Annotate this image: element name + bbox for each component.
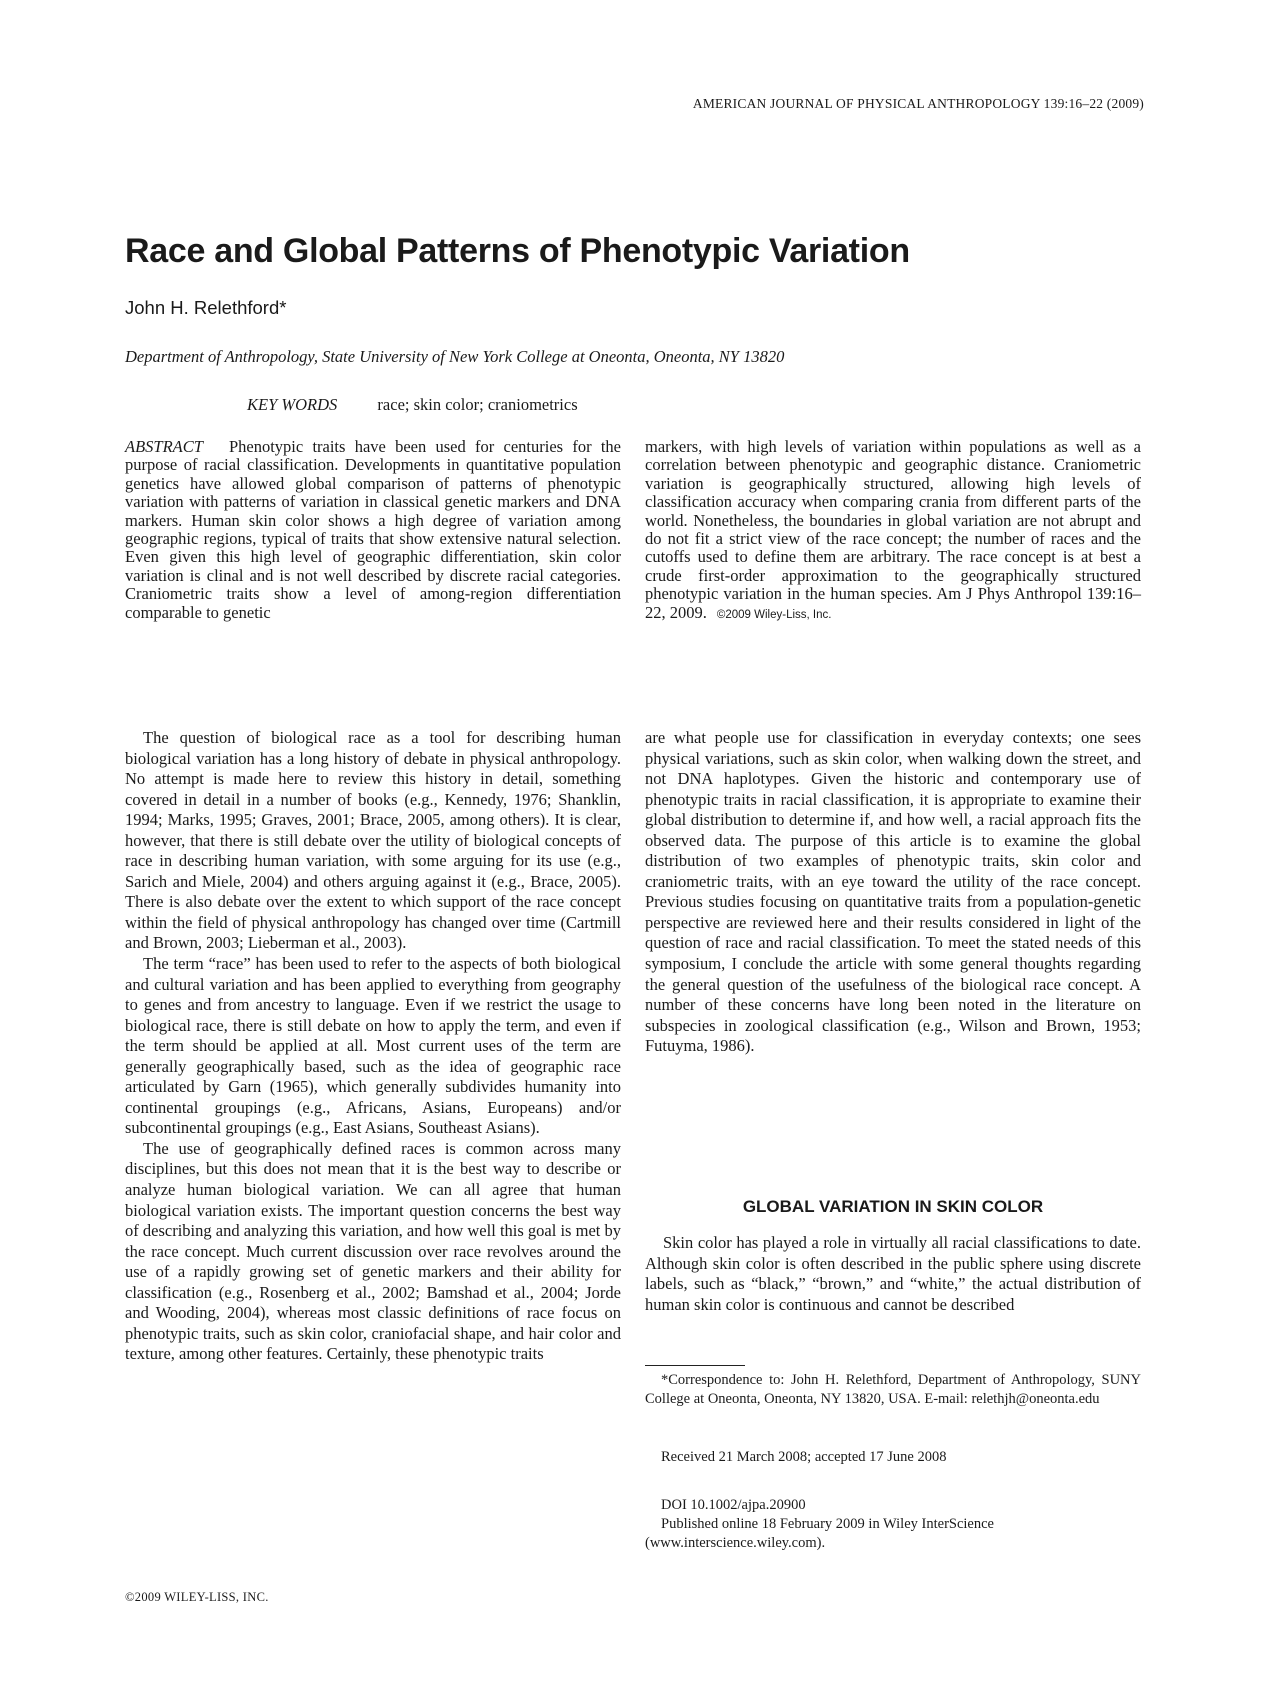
keywords-text: race; skin color; craniometrics (377, 395, 578, 414)
correspondence-footnote (645, 1371, 1141, 1409)
author-affiliation: Department of Anthropology, State University of New York College at Oneonta, Oneonta, NY 13820 (125, 347, 785, 366)
received-note: Received 21 March 2008; accepted 17 June 2008 (661, 1449, 947, 1465)
keywords-line (247, 395, 578, 415)
abstract-copyright: ©2009 Wiley-Liss, Inc. (716, 608, 832, 621)
journal-header: AMERICAN JOURNAL OF PHYSICAL ANTHROPOLOGY 139:16–22 (2009) (692, 96, 1144, 111)
published-text: Published online 18 February 2009 in Wiley InterScience (www.interscience.wiley.com). (645, 1516, 994, 1551)
abstract-right-text: markers, with high levels of variation within populations as well as a correlation between phenotypic and geographic distance. Craniometric variation is geographically structured, allowing high levels of classification accuracy when comparing crania from different parts of the world. Nonetheless, the boundaries in global variation are not abrupt and do not fit a strict view of the race concept; the number of races and the cutoffs used to define them are arbitrary. The race concept is at best a crude first-order approximation to the geographically structured phenotypic variation in the human species. Am J Phys Anthropol 139:16–22, 2009. (645, 437, 1141, 622)
abstract-right-column (645, 438, 1141, 624)
abstract-left-column (125, 438, 621, 622)
abstract-paragraph-left (125, 438, 621, 622)
abstract-left-text: Phenotypic traits have been used for centuries for the purpose of racial classification. Developments in quantitative population genetics have allowed global comparison of patterns of phenotypic variation with patterns of variation in classical genetic markers and DNA markers. Human skin color shows a high degree of variation among geographic regions, typical of traits that show extensive natural selection. Even given this high level of geographic differentiation, skin color variation is clinal and is not well described by discrete racial categories. Craniometric traits show a level of among-region differentiation comparable to genetic (125, 437, 621, 622)
body-left-column (125, 728, 621, 1365)
section-heading: GLOBAL VARIATION IN SKIN COLOR (742, 1197, 1044, 1216)
article-title: Race and Global Patterns of Phenotypic Variation (125, 232, 910, 270)
publication-note (645, 1496, 1141, 1553)
body-paragraph: The question of biological race as a tool for describing human biological variation has a long history of debate in physical anthropology. No attempt is made here to review this history in detail, something covered in detail in a number of books (e.g., Kennedy, 1976; Shanklin, 1994; Marks, 1995; Graves, 2001; Brace, 2005, among others). It is clear, however, that there is still debate over the utility of biological concepts of race in describing human variation, with some arguing for its use (e.g., Sarich and Miele, 2004) and others arguing against it (e.g., Brace, 2005). There is also debate over the extent to which support of the race concept within the field of physical anthropology has changed over time (Cartmill and Brown, 2003; Lieberman et al., 2003). (125, 728, 621, 953)
body-paragraph: The term “race” has been used to refer to the aspects of both biological and cultural variation and has been applied to everything from geography to genes and from ancestry to language. Even if we restrict the usage to biological race, there is still debate on how to apply the term, and even if the term should be applied at all. Most current uses of the term are generally geographically based, such as the idea of geographic race articulated by Garn (1965), which generally subdivides humanity into continental groupings (e.g., Africans, Asians, Europeans) and/or subcontinental groupings (e.g., East Asians, Southeast Asians). (125, 954, 621, 1138)
footnote-divider (645, 1365, 745, 1366)
abstract-paragraph-right (645, 438, 1141, 624)
author-name: John H. Relethford* (125, 297, 287, 318)
doi-text: DOI 10.1002/ajpa.20900 (661, 1497, 806, 1513)
section-body (645, 1233, 1141, 1315)
body-paragraph: The use of geographically defined races is common across many disciplines, but this does not mean that it is the best way to describe or analyze human biological variation. We can all agree that human biological variation exists. The important question concerns the best way of describing and analyzing this variation, and how well this goal is met by the race concept. Much current discussion over race revolves around the use of a rapidly growing set of genetic markers and their ability for classification (e.g., Rosenberg et al., 2002; Bamshad et al., 2004; Jorde and Wooding, 2004), whereas most classic definitions of race focus on phenotypic traits, such as skin color, craniofacial shape, and hair color and texture, among other features. Certainly, these phenotypic traits (125, 1138, 621, 1364)
correspondence-text: *Correspondence to: John H. Relethford, Department of Anthropology, SUNY College at Oneonta, Oneonta, NY 13820, USA. E-mail: relethjh@oneonta.edu (645, 1372, 1141, 1407)
keywords-label: KEY WORDS (247, 395, 338, 414)
body-right-column (645, 728, 1141, 1057)
page-footer-copyright: ©2009 WILEY-LISS, INC. (125, 1590, 269, 1604)
abstract-label: ABSTRACT (125, 437, 203, 456)
body-paragraph: Skin color has played a role in virtually all racial classifications to date. Although skin color is often described in the public sphere using discrete labels, such as “black,” “brown,” and “white,” the actual distribution of human skin color is continuous and cannot be described (645, 1233, 1141, 1314)
body-paragraph: are what people use for classification in everyday contexts; one sees physical variations, such as skin color, when walking down the street, and not DNA haplotypes. Given the historic and contemporary use of phenotypic traits in racial classification, it is appropriate to examine their global distribution to determine if, and how well, a racial approach fits the observed data. The purpose of this article is to examine the global distribution of two examples of phenotypic traits, skin color and craniometric traits, with an eye toward the utility of the race concept. Previous studies focusing on quantitative traits from a population-genetic perspective are reviewed here and their results considered in light of the question of race and racial classification. To meet the stated needs of this symposium, I conclude the article with some general thoughts regarding the general question of the usefulness of the biological race concept. A number of these concerns have long been noted in the literature on subspecies in zoological classification (e.g., Wilson and Brown, 1953; Futuyma, 1986). (645, 728, 1141, 1056)
